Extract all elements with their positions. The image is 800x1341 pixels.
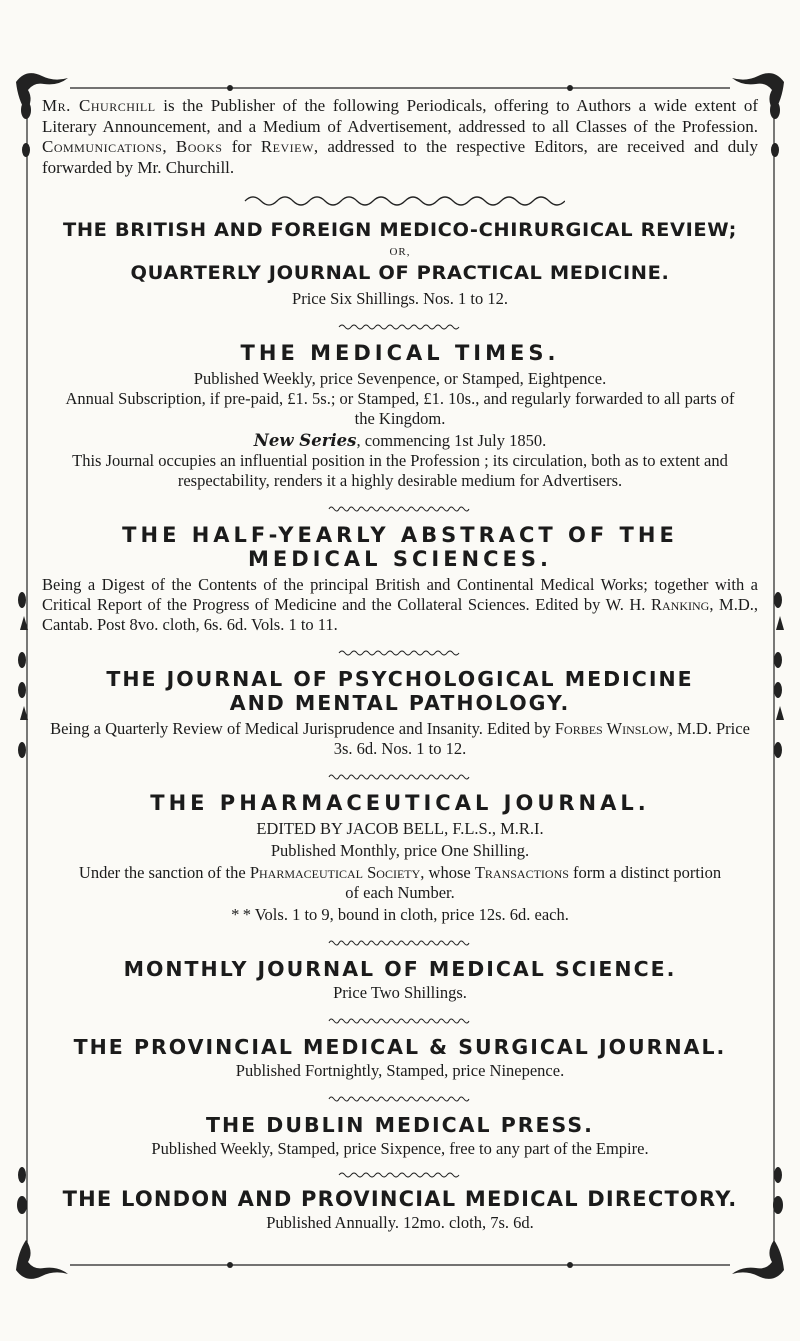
wavy-divider [335, 321, 465, 333]
review-section [42, 218, 758, 309]
psych-section [42, 667, 758, 759]
review-or: OR, [389, 246, 411, 258]
wavy-divider [325, 1015, 475, 1027]
monthly-section [42, 957, 758, 1003]
provincial-title: THE PROVINCIAL MEDICAL & SURGICAL JOURNAL. [73, 1035, 727, 1059]
side-ornament-left-3 [17, 1167, 27, 1214]
pharm-sanction: Under the sanction of the Pharmaceutical Society, whose Transactions form a distinct portion of each Number. [78, 863, 722, 902]
monthly-title: MONTHLY JOURNAL OF MEDICAL SCIENCE. [123, 957, 677, 981]
wavy-divider [335, 1169, 465, 1181]
corner-ornament-bottom-left [16, 1240, 68, 1279]
directory-price: Published Annually. 12mo. cloth, 7s. 6d. [266, 1213, 534, 1232]
wavy-divider [325, 937, 475, 949]
provincial-section [42, 1035, 758, 1081]
times-subscription: Annual Subscription, if pre-paid, £1. 5s.; or Stamped, £1. 10s., and regularly forwarded to all parts of the Kingdom. [65, 389, 735, 428]
wavy-divider [235, 190, 565, 212]
pharm-editor: EDITED BY JACOB BELL, F.L.S., M.R.I. [256, 819, 544, 838]
directory-section [42, 1187, 758, 1233]
psych-title-1: THE JOURNAL OF PSYCHOLOGICAL MEDICINE [106, 667, 694, 691]
times-section [42, 341, 758, 491]
side-ornament-left-1 [21, 101, 31, 157]
new-series-label: New Series [253, 431, 357, 450]
page-content [42, 96, 758, 1233]
dublin-title: THE DUBLIN MEDICAL PRESS. [206, 1113, 594, 1137]
psych-title-2: AND MENTAL PATHOLOGY. [229, 691, 571, 715]
psych-editor: Forbes Winslow [554, 719, 669, 738]
publisher-intro: Mr. Churchill is the Publisher of the following Periodicals, offering to Authors a wide extent of Literary Announcement, and a Medium of Advertisement, addressed to all Classes of the Profession. Communications, Books for Review, addressed to the respective Editors, are received and duly forwarded by Mr. Churchill. [42, 96, 759, 177]
wavy-divider [335, 647, 465, 659]
abstract-section [42, 523, 758, 635]
pharm-title: THE PHARMACEUTICAL JOURNAL. [150, 791, 650, 815]
provincial-price: Published Fortnightly, Stamped, price Ninepence. [235, 1061, 565, 1080]
psych-description: Being a Quarterly Review of Medical Jurisprudence and Insanity. Edited by Forbes Winslow, M.D. Price 3s. 6d. Nos. 1 to 12. [50, 719, 750, 758]
corner-ornament-bottom-right [732, 1240, 784, 1279]
abstract-description: Being a Digest of the Contents of the principal British and Continental Medical Works; together with a Critical Report of the Progress of Medicine and the Collateral Sciences. Edited by W. H. Ranking, M.D., Cantab. Post 8vo. cloth, 6s. 6d. Vols. 1 to 11. [42, 575, 758, 634]
wavy-divider [325, 1093, 475, 1105]
wavy-divider [325, 503, 475, 515]
abstract-editor: Ranking [651, 595, 710, 614]
pharm-vols: * * Vols. 1 to 9, bound in cloth, price 12s. 6d. each. [231, 905, 569, 924]
pharm-published: Published Monthly, price One Shilling. [270, 841, 530, 860]
side-ornament-right-2 [774, 592, 784, 758]
abstract-title-2: MEDICAL SCIENCES. [248, 547, 552, 571]
dublin-price: Published Weekly, Stamped, price Sixpence, free to any part of the Empire. [151, 1139, 649, 1158]
review-subtitle: QUARTERLY JOURNAL OF PRACTICAL MEDICINE. [130, 262, 670, 284]
times-new-series: New Series, commencing 1st July 1850. [253, 431, 547, 450]
review-title: THE BRITISH AND FOREIGN MEDICO-CHIRURGICAL REVIEW; [62, 219, 738, 241]
review-price: Price Six Shillings. Nos. 1 to 12. [292, 289, 508, 308]
dublin-section [42, 1113, 758, 1159]
monthly-price: Price Two Shillings. [333, 983, 467, 1002]
times-description: This Journal occupies an influential position in the Profession ; its circulation, both as to extent and respectability, renders it a highly desirable medium for Advertisers. [72, 451, 728, 490]
abstract-title-1: THE HALF-YEARLY ABSTRACT OF THE [122, 523, 678, 547]
publisher-name: Mr. Churchill [42, 96, 156, 115]
times-published: Published Weekly, price Sevenpence, or Stamped, Eightpence. [193, 369, 607, 388]
directory-title: THE LONDON AND PROVINCIAL MEDICAL DIRECTORY. [62, 1187, 738, 1211]
wavy-divider [325, 771, 475, 783]
times-title: THE MEDICAL TIMES. [240, 341, 560, 365]
pharm-section [42, 791, 758, 925]
side-ornament-right-1 [770, 101, 780, 157]
